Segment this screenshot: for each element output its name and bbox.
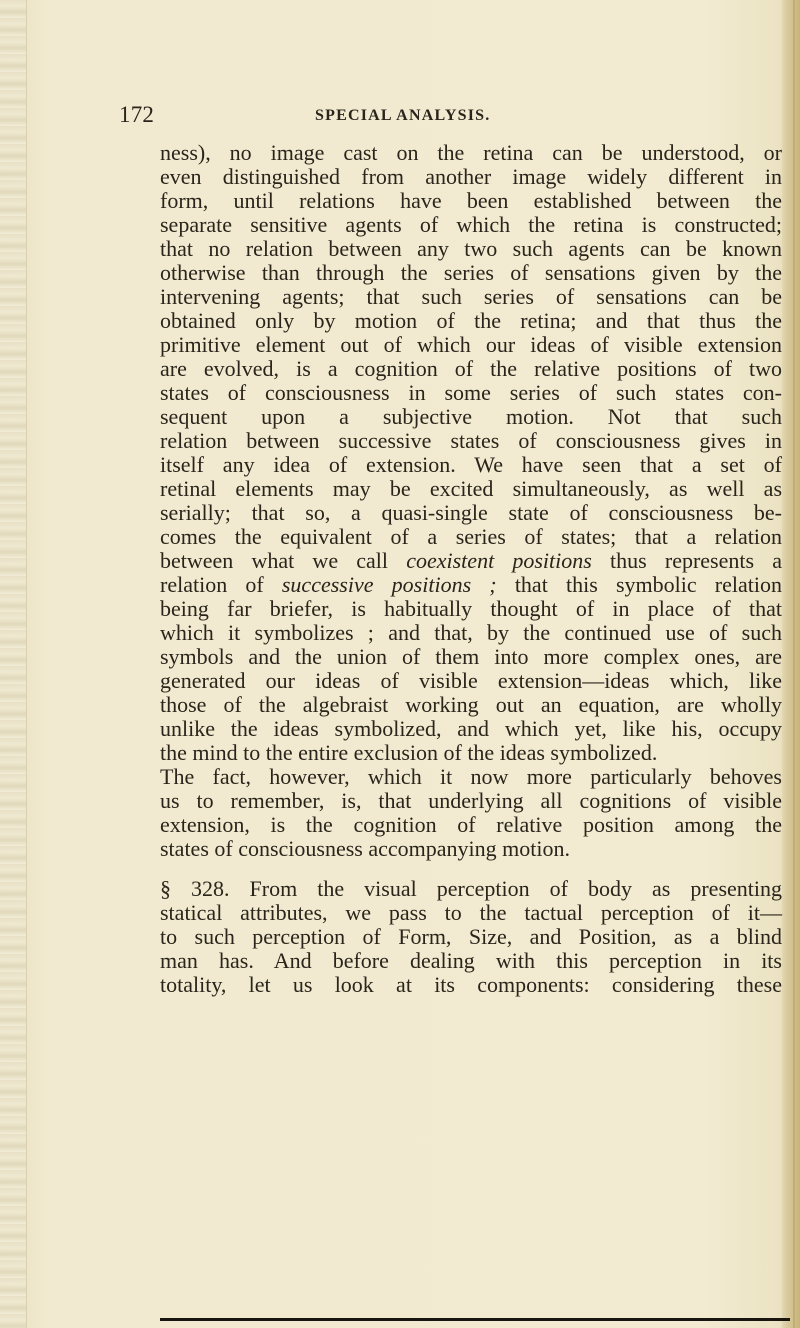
text-line: § 328. From the visual perception of body as presenting <box>160 876 782 901</box>
page-edge <box>782 0 800 1328</box>
text-line: us to remember, is, that underlying all cognitions of visible <box>160 788 782 813</box>
page-number: 172 <box>119 102 155 127</box>
line-segment: between what we call <box>160 548 407 573</box>
text-line: form, until relations have been established between the <box>160 188 782 213</box>
line-segment: relation of <box>160 572 282 597</box>
paragraph-gap <box>160 861 782 877</box>
bottom-rule <box>160 1318 790 1321</box>
text-line: the mind to the entire exclusion of the ideas symbolized. <box>160 740 658 765</box>
running-head: SPECIAL ANALYSIS. <box>315 107 491 124</box>
text-line: intervening agents; that such series of sensations can be <box>160 284 782 309</box>
text-line: serially; that so, a quasi-single state of consciousness be- <box>160 500 782 525</box>
text-line: are evolved, is a cognition of the relative positions of two <box>160 356 782 381</box>
text-line: primitive element out of which our ideas of visible extension <box>160 332 782 357</box>
text-line: that no relation between any two such agents can be known <box>160 236 782 261</box>
text-line: relation between successive states of consciousness gives in <box>160 428 782 453</box>
text-line: retinal elements may be excited simultaneously, as well as <box>160 476 782 501</box>
text-line: ness), no image cast on the retina can be understood, or <box>160 140 782 165</box>
text-line: generated our ideas of visible extension—ideas which, like <box>160 668 782 693</box>
text-line: The fact, however, which it now more particularly behoves <box>160 764 782 789</box>
line-segment: thus represents a <box>591 548 783 573</box>
text-line: separate sensitive agents of which the retina is constructed; <box>160 212 782 237</box>
text-line: states of consciousness accompanying motion. <box>160 836 570 861</box>
binding-edge <box>0 0 27 1328</box>
text-line: sequent upon a subjective motion. Not that such <box>160 404 782 429</box>
text-line: to such perception of Form, Size, and Position, as a blind <box>160 924 782 949</box>
text-line: symbols and the union of them into more complex ones, are <box>160 644 782 669</box>
body-text <box>160 141 782 997</box>
text-line: which it symbolizes ; and that, by the continued use of such <box>160 620 782 645</box>
text-line-with-italic <box>160 573 782 597</box>
line-segment: that this symbolic relation <box>496 572 782 597</box>
text-line: those of the algebraist working out an equation, are wholly <box>160 692 782 717</box>
text-line: unlike the ideas symbolized, and which yet, like his, occupy <box>160 716 782 741</box>
italic-phrase: successive positions ; <box>281 572 497 597</box>
text-line: being far briefer, is habitually thought of in place of that <box>160 596 782 621</box>
text-line: obtained only by motion of the retina; and that thus the <box>160 308 782 333</box>
text-line: itself any idea of extension. We have seen that a set of <box>160 452 782 477</box>
text-line: extension, is the cognition of relative position among the <box>160 812 782 837</box>
text-line: man has. And before dealing with this perception in its <box>160 948 782 973</box>
text-line: statical attributes, we pass to the tactual perception of it— <box>160 900 782 925</box>
text-line: comes the equivalent of a series of states; that a relation <box>160 524 782 549</box>
text-line: even distinguished from another image widely different in <box>160 164 782 189</box>
text-line-with-italic <box>160 549 782 573</box>
text-line: totality, let us look at its components: considering these <box>160 972 782 997</box>
italic-phrase: coexistent positions <box>406 548 592 573</box>
text-line: otherwise than through the series of sensations given by the <box>160 260 782 285</box>
page-header <box>119 100 779 132</box>
text-line: states of consciousness in some series of such states con- <box>160 380 782 405</box>
